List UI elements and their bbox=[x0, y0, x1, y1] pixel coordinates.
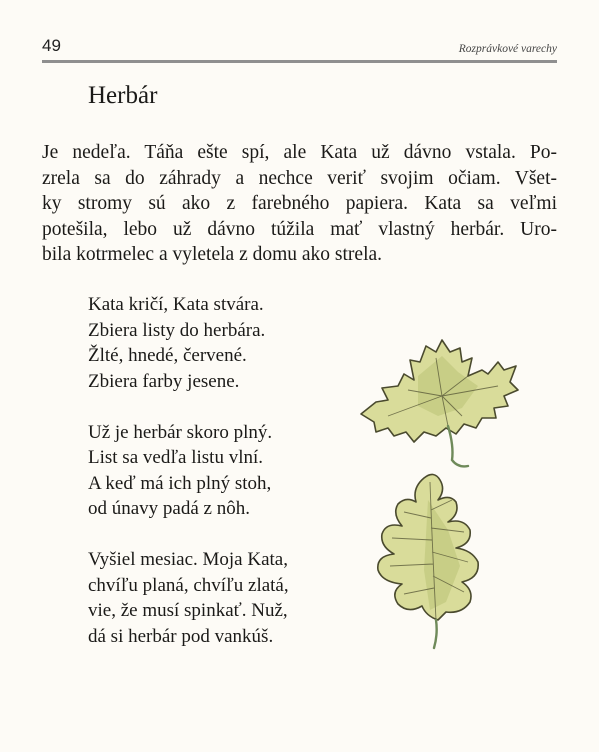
intro-line: potešila, lebo už dávno túžila mať vlastný herbár. Uro- bbox=[42, 218, 557, 240]
poem-line: vie, že musí spinkať. Nuž, bbox=[88, 600, 288, 621]
intro-line: Je nedeľa. Táňa ešte spí, ale Kata už dávno vstala. Po- bbox=[42, 142, 557, 163]
running-header: Rozprávkové varechy bbox=[458, 43, 557, 55]
poem-line: A keď má ich plný stoh, bbox=[88, 472, 272, 494]
maple-leaf-illustration bbox=[358, 336, 523, 476]
poem-line: Vyšiel mesiac. Moja Kata, bbox=[88, 549, 288, 570]
poem bbox=[88, 292, 289, 675]
poem-line: Kata kričí, Kata stvára. bbox=[88, 294, 264, 315]
intro-line: ky stromy sú ako z farebného papiera. Kata sa veľmi bbox=[42, 193, 557, 214]
poem-line: List sa vedľa listu vlní. bbox=[88, 447, 264, 468]
oak-leaf-illustration bbox=[368, 470, 498, 655]
poem-line: Už je herbár skoro plný. bbox=[88, 421, 273, 443]
poem-line: dá si herbár pod vankúš. bbox=[88, 625, 274, 647]
poem-line: od únavy padá z nôh. bbox=[88, 498, 250, 519]
page-title: Herbár bbox=[88, 82, 158, 109]
intro-line: bila kotrmelec a vyletela z domu ako strela. bbox=[42, 244, 383, 265]
oak-leaf-stem bbox=[434, 620, 437, 648]
poem-line: chvíľu planá, chvíľu zlatá, bbox=[88, 574, 289, 596]
poem-stanza-2 bbox=[88, 420, 289, 522]
page-number: 49 bbox=[42, 36, 61, 55]
poem-stanza-3 bbox=[88, 547, 289, 649]
intro-line: zrela sa do záhrady a nechce veriť svojim očiam. Všet- bbox=[42, 167, 557, 189]
poem-line: Zbiera listy do herbára. bbox=[88, 319, 266, 341]
header-rule bbox=[42, 60, 557, 63]
poem-line: Zbiera farby jesene. bbox=[88, 370, 240, 392]
poem-stanza-1 bbox=[88, 292, 289, 394]
intro-paragraph bbox=[42, 140, 557, 268]
poem-line: Žlté, hnedé, červené. bbox=[88, 345, 247, 366]
